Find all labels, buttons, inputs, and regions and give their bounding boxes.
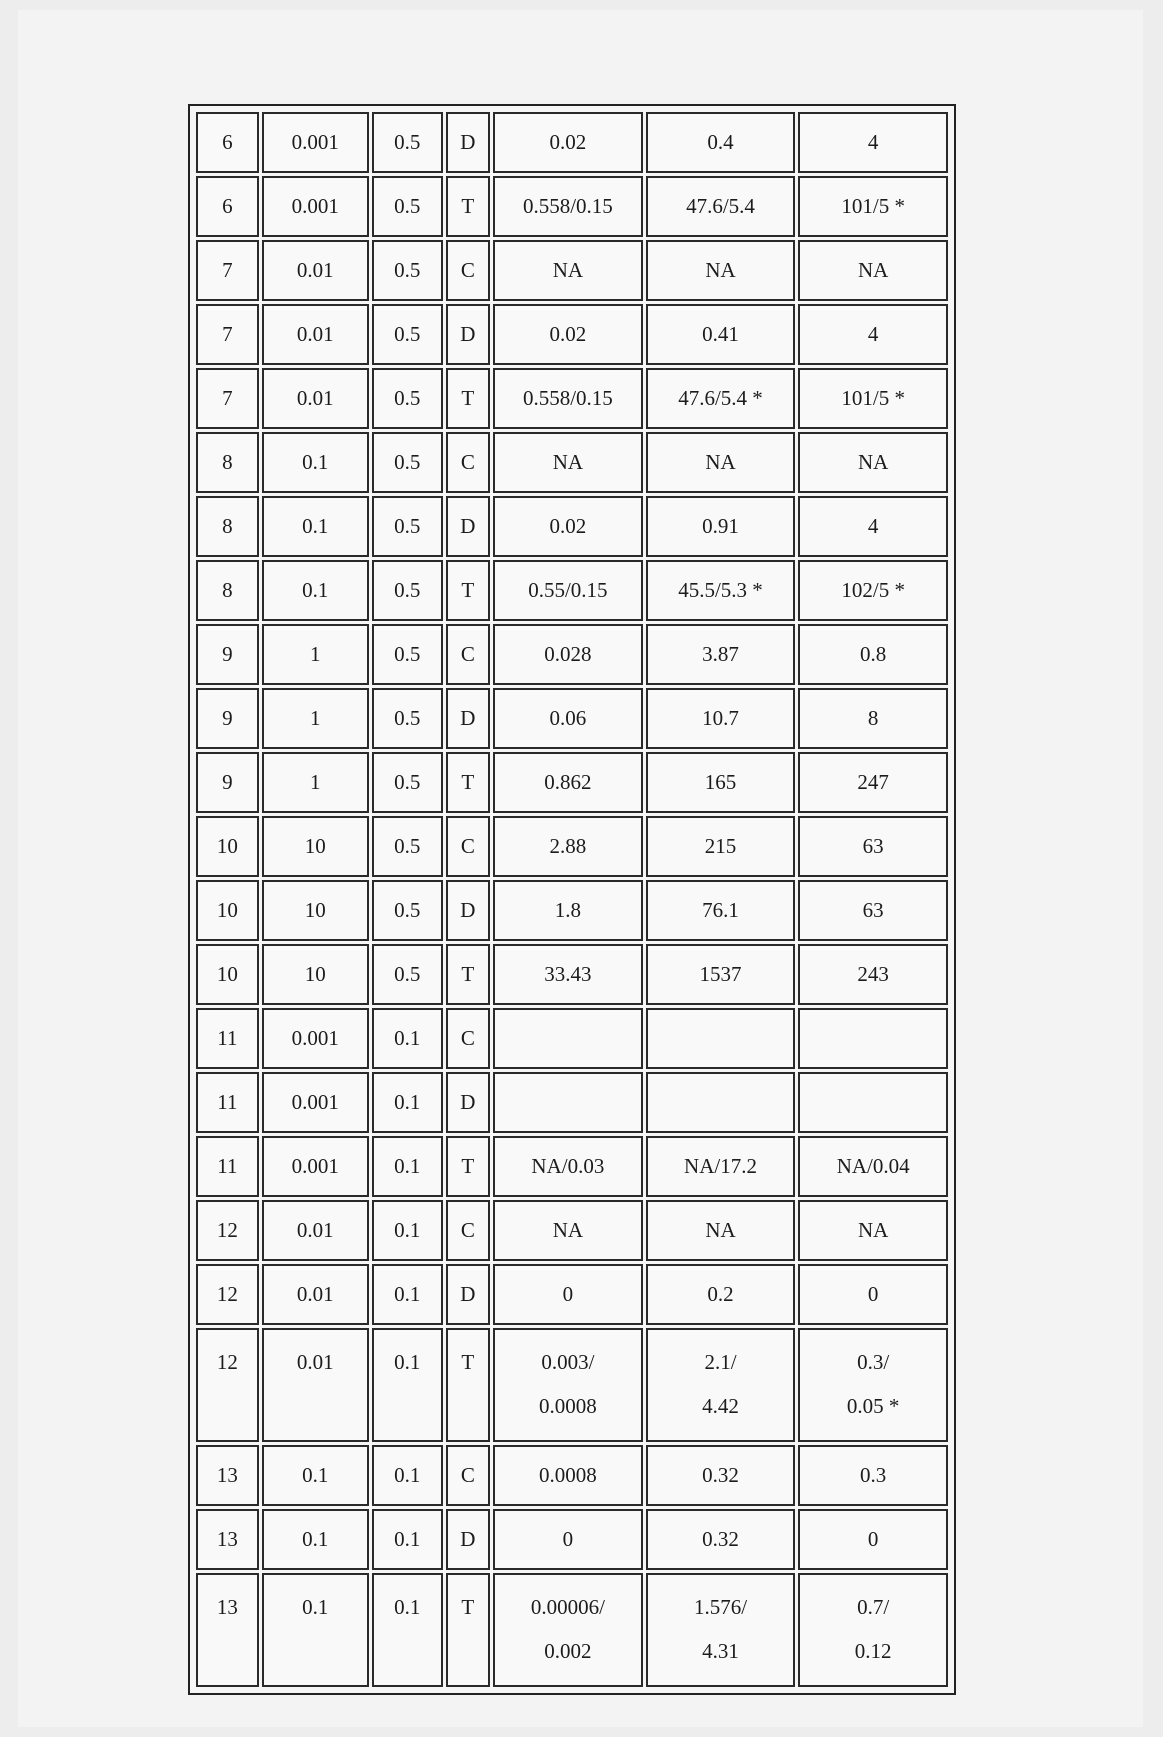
- cell-param-b: 0.1: [372, 1136, 443, 1197]
- cell-value-1: 2.88: [493, 816, 643, 877]
- cell-value-3: 102/5 *: [798, 560, 948, 621]
- cell-param-a: 0.01: [262, 240, 369, 301]
- cell-value-3: NA: [798, 240, 948, 301]
- cell-run: 9: [196, 624, 259, 685]
- cell-value-3: 0.8: [798, 624, 948, 685]
- cell-type: T: [446, 1573, 490, 1687]
- cell-type: T: [446, 368, 490, 429]
- cell-value-1: NA: [493, 432, 643, 493]
- cell-value-3: 4: [798, 496, 948, 557]
- cell-value-1: [493, 1573, 643, 1687]
- cell-value-1: 0.06: [493, 688, 643, 749]
- cell-type: D: [446, 1509, 490, 1570]
- cell-value-2: 0.32: [646, 1509, 796, 1570]
- table-row: [196, 560, 948, 621]
- cell-param-a: 10: [262, 880, 369, 941]
- cell-value-2: NA: [646, 1200, 796, 1261]
- cell-param-b: 0.5: [372, 432, 443, 493]
- cell-value-2: 47.6/5.4 *: [646, 368, 796, 429]
- cell-value-1: 0.558/0.15: [493, 176, 643, 237]
- cell-param-a: 0.01: [262, 368, 369, 429]
- cell-value-2: 0.91: [646, 496, 796, 557]
- cell-type: D: [446, 688, 490, 749]
- cell-value-1: 33.43: [493, 944, 643, 1005]
- cell-run: 6: [196, 176, 259, 237]
- cell-value-2: [646, 1573, 796, 1687]
- cell-param-a: 0.1: [262, 1509, 369, 1570]
- cell-line: 0.3/: [857, 1350, 890, 1374]
- data-table: [193, 109, 951, 1690]
- cell-value-2: [646, 1072, 796, 1133]
- cell-param-a: 1: [262, 688, 369, 749]
- cell-type: C: [446, 240, 490, 301]
- cell-param-b: 0.1: [372, 1445, 443, 1506]
- cell-param-a: 0.001: [262, 112, 369, 173]
- cell-line: 2.1/: [704, 1350, 737, 1374]
- cell-value-3: NA: [798, 432, 948, 493]
- cell-run: 11: [196, 1136, 259, 1197]
- cell-param-b: 0.1: [372, 1264, 443, 1325]
- cell-run: 11: [196, 1008, 259, 1069]
- cell-param-a: 0.1: [262, 432, 369, 493]
- cell-run: 11: [196, 1072, 259, 1133]
- cell-line: 4.31: [702, 1639, 739, 1663]
- cell-param-a: 0.001: [262, 1136, 369, 1197]
- cell-type: T: [446, 944, 490, 1005]
- cell-param-b: 0.5: [372, 816, 443, 877]
- cell-param-b: 0.5: [372, 496, 443, 557]
- cell-run: 7: [196, 368, 259, 429]
- cell-run: 12: [196, 1264, 259, 1325]
- document-page: [18, 10, 1143, 1727]
- cell-line: 0.00006/: [530, 1595, 605, 1619]
- cell-value-3: 101/5 *: [798, 368, 948, 429]
- table-row: [196, 880, 948, 941]
- cell-type: C: [446, 624, 490, 685]
- cell-value-1: 0.558/0.15: [493, 368, 643, 429]
- cell-value-3: 0: [798, 1264, 948, 1325]
- table-row: [196, 1445, 948, 1506]
- table-body: [196, 112, 948, 1687]
- cell-type: D: [446, 496, 490, 557]
- cell-value-3: [798, 1008, 948, 1069]
- table-row: [196, 496, 948, 557]
- cell-value-3: [798, 1072, 948, 1133]
- cell-param-a: 10: [262, 816, 369, 877]
- table-row: [196, 752, 948, 813]
- cell-run: 8: [196, 496, 259, 557]
- cell-value-1: 0.02: [493, 496, 643, 557]
- cell-value-1: 0: [493, 1264, 643, 1325]
- table-row: [196, 1573, 948, 1687]
- cell-value-1: NA: [493, 1200, 643, 1261]
- cell-param-a: 0.1: [262, 1573, 369, 1687]
- table-row: [196, 688, 948, 749]
- cell-value-3: 0: [798, 1509, 948, 1570]
- cell-line: 0.002: [544, 1639, 592, 1663]
- cell-type: C: [446, 1445, 490, 1506]
- cell-line: 0.0008: [539, 1394, 597, 1418]
- cell-value-2: 0.32: [646, 1445, 796, 1506]
- table-row: [196, 1509, 948, 1570]
- cell-value-2: 47.6/5.4: [646, 176, 796, 237]
- cell-value-2: 215: [646, 816, 796, 877]
- cell-value-1: 0.862: [493, 752, 643, 813]
- cell-param-b: 0.1: [372, 1200, 443, 1261]
- cell-run: 13: [196, 1573, 259, 1687]
- cell-value-1: NA: [493, 240, 643, 301]
- cell-run: 8: [196, 560, 259, 621]
- cell-type: D: [446, 880, 490, 941]
- table-row: [196, 1136, 948, 1197]
- cell-value-1: 1.8: [493, 880, 643, 941]
- cell-value-3: [798, 1328, 948, 1442]
- table-row: [196, 176, 948, 237]
- cell-type: D: [446, 1264, 490, 1325]
- cell-line: 1.576/: [693, 1595, 748, 1619]
- cell-param-b: 0.5: [372, 304, 443, 365]
- cell-param-b: 0.5: [372, 368, 443, 429]
- cell-value-2: 0.2: [646, 1264, 796, 1325]
- cell-type: T: [446, 752, 490, 813]
- cell-value-2: NA: [646, 432, 796, 493]
- cell-run: 9: [196, 688, 259, 749]
- cell-value-3: 101/5 *: [798, 176, 948, 237]
- table-row: [196, 1328, 948, 1442]
- cell-param-a: 0.001: [262, 1072, 369, 1133]
- cell-line: 0.12: [854, 1639, 892, 1663]
- cell-value-3: 63: [798, 880, 948, 941]
- table-row: [196, 1264, 948, 1325]
- cell-param-b: 0.5: [372, 240, 443, 301]
- cell-run: 13: [196, 1445, 259, 1506]
- cell-value-1: 0: [493, 1509, 643, 1570]
- cell-value-2: 0.4: [646, 112, 796, 173]
- cell-value-3: NA: [798, 1200, 948, 1261]
- cell-param-b: 0.5: [372, 880, 443, 941]
- table-row: [196, 944, 948, 1005]
- cell-value-3: 243: [798, 944, 948, 1005]
- cell-run: 13: [196, 1509, 259, 1570]
- cell-param-b: 0.1: [372, 1509, 443, 1570]
- cell-value-2: [646, 1328, 796, 1442]
- cell-type: T: [446, 176, 490, 237]
- data-table-frame: [188, 104, 956, 1695]
- cell-param-b: 0.5: [372, 560, 443, 621]
- cell-param-a: 0.1: [262, 560, 369, 621]
- cell-run: 8: [196, 432, 259, 493]
- cell-value-1: NA/0.03: [493, 1136, 643, 1197]
- cell-value-2: 0.41: [646, 304, 796, 365]
- cell-param-a: 0.01: [262, 1328, 369, 1442]
- cell-run: 10: [196, 816, 259, 877]
- cell-run: 7: [196, 304, 259, 365]
- cell-param-a: 0.01: [262, 304, 369, 365]
- cell-param-b: 0.5: [372, 176, 443, 237]
- table-row: [196, 816, 948, 877]
- cell-param-a: 0.001: [262, 1008, 369, 1069]
- cell-value-3: 0.3: [798, 1445, 948, 1506]
- cell-line: 0.003/: [541, 1350, 595, 1374]
- cell-value-1: [493, 1008, 643, 1069]
- cell-line: 4.42: [702, 1394, 739, 1418]
- cell-value-3: 4: [798, 304, 948, 365]
- cell-run: 12: [196, 1328, 259, 1442]
- cell-value-3: [798, 1573, 948, 1687]
- cell-type: T: [446, 1328, 490, 1442]
- cell-value-2: 3.87: [646, 624, 796, 685]
- cell-type: C: [446, 1200, 490, 1261]
- table-row: [196, 432, 948, 493]
- cell-value-3: NA/0.04: [798, 1136, 948, 1197]
- cell-value-3: 247: [798, 752, 948, 813]
- cell-type: C: [446, 432, 490, 493]
- cell-param-b: 0.5: [372, 624, 443, 685]
- cell-value-3: 4: [798, 112, 948, 173]
- cell-value-2: NA/17.2: [646, 1136, 796, 1197]
- table-row: [196, 624, 948, 685]
- cell-param-b: 0.5: [372, 752, 443, 813]
- cell-value-2: 1537: [646, 944, 796, 1005]
- cell-param-a: 10: [262, 944, 369, 1005]
- cell-value-1: [493, 1328, 643, 1442]
- table-row: [196, 1072, 948, 1133]
- table-row: [196, 368, 948, 429]
- cell-param-a: 1: [262, 624, 369, 685]
- cell-value-2: 76.1: [646, 880, 796, 941]
- cell-param-b: 0.1: [372, 1072, 443, 1133]
- cell-param-b: 0.5: [372, 688, 443, 749]
- cell-type: D: [446, 1072, 490, 1133]
- cell-value-1: [493, 1072, 643, 1133]
- cell-param-b: 0.1: [372, 1328, 443, 1442]
- cell-value-2: 10.7: [646, 688, 796, 749]
- cell-value-3: 8: [798, 688, 948, 749]
- cell-param-b: 0.5: [372, 112, 443, 173]
- cell-param-a: 1: [262, 752, 369, 813]
- table-row: [196, 1008, 948, 1069]
- cell-type: T: [446, 1136, 490, 1197]
- cell-value-2: [646, 1008, 796, 1069]
- cell-param-a: 0.01: [262, 1264, 369, 1325]
- cell-param-a: 0.1: [262, 1445, 369, 1506]
- cell-param-b: 0.1: [372, 1573, 443, 1687]
- cell-line: 0.7/: [857, 1595, 890, 1619]
- cell-param-b: 0.1: [372, 1008, 443, 1069]
- cell-value-1: 0.02: [493, 304, 643, 365]
- cell-value-1: 0.02: [493, 112, 643, 173]
- cell-type: D: [446, 112, 490, 173]
- cell-value-2: NA: [646, 240, 796, 301]
- cell-value-1: 0.0008: [493, 1445, 643, 1506]
- cell-type: C: [446, 1008, 490, 1069]
- cell-param-b: 0.5: [372, 944, 443, 1005]
- cell-run: 10: [196, 880, 259, 941]
- cell-type: C: [446, 816, 490, 877]
- cell-value-1: 0.55/0.15: [493, 560, 643, 621]
- cell-value-2: 165: [646, 752, 796, 813]
- cell-line: 0.05 *: [846, 1394, 900, 1418]
- table-row: [196, 304, 948, 365]
- cell-run: 6: [196, 112, 259, 173]
- cell-param-a: 0.001: [262, 176, 369, 237]
- cell-value-1: 0.028: [493, 624, 643, 685]
- cell-value-2: 45.5/5.3 *: [646, 560, 796, 621]
- cell-value-3: 63: [798, 816, 948, 877]
- table-row: [196, 1200, 948, 1261]
- cell-type: D: [446, 304, 490, 365]
- cell-run: 7: [196, 240, 259, 301]
- cell-run: 10: [196, 944, 259, 1005]
- table-row: [196, 240, 948, 301]
- cell-type: T: [446, 560, 490, 621]
- cell-run: 12: [196, 1200, 259, 1261]
- cell-param-a: 0.01: [262, 1200, 369, 1261]
- table-row: [196, 112, 948, 173]
- cell-run: 9: [196, 752, 259, 813]
- cell-param-a: 0.1: [262, 496, 369, 557]
